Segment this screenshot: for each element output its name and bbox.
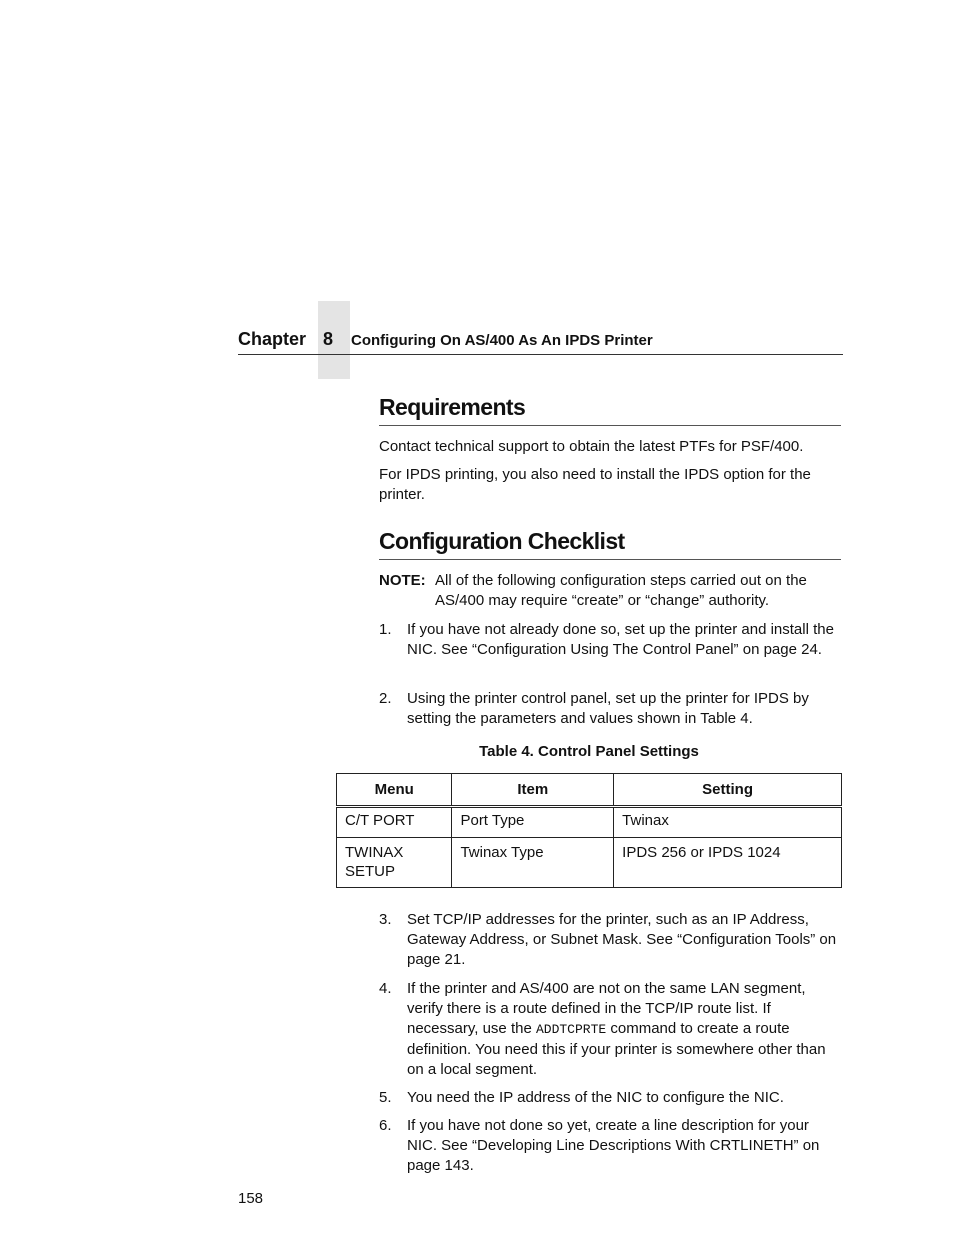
step-text: Using the printer control panel, set up the printer for IPDS by setting the parameters and values shown in Table 4.	[407, 690, 809, 727]
header-rule	[238, 354, 843, 355]
step-number: 3.	[379, 911, 392, 928]
note-text: All of the following configuration steps carried out on the AS/400 may require “create” or “change” authority.	[435, 572, 807, 609]
table-cell: Twinax	[614, 807, 842, 838]
table-cell: IPDS 256 or IPDS 1024	[614, 838, 842, 888]
table-header-row	[337, 774, 842, 807]
table-row	[337, 807, 842, 838]
step-number: 6.	[379, 1117, 392, 1134]
step-text: You need the IP address of the NIC to configure the NIC.	[407, 1089, 784, 1106]
chapter-label: Chapter	[238, 329, 307, 349]
column-header-item: Item	[452, 774, 614, 807]
checklist-heading: Configuration Checklist	[379, 528, 841, 560]
step-number: 4.	[379, 980, 392, 997]
step-text	[407, 979, 841, 1080]
table-row	[337, 838, 842, 888]
table-cell: C/T PORT	[337, 807, 452, 838]
requirements-paragraph: For IPDS printing, you also need to install the IPDS option for the printer.	[379, 466, 811, 503]
step-number: 2.	[379, 690, 392, 707]
step-text: Set TCP/IP addresses for the printer, such as an IP Address, Gateway Address, or Subnet Mask. See “Configuration Tools” on page 21.	[407, 911, 837, 968]
column-header-menu: Menu	[337, 774, 452, 807]
table-caption: Table 4. Control Panel Settings	[479, 743, 699, 760]
table-cell: Twinax Type	[452, 838, 614, 888]
chapter-number: 8	[322, 329, 333, 349]
table-cell: Port Type	[452, 807, 614, 838]
note-label: NOTE:	[379, 572, 426, 589]
step-text-before: If the printer and AS/400 are not on the same LAN segment, verify there is a route defined in the TCP/IP route list. If necessary, use the	[407, 980, 806, 1037]
step-text: If you have not already done so, set up the printer and install the NIC. See “Configuration Using The Control Panel” on page 24.	[407, 621, 834, 658]
step-text: If you have not done so yet, create a line description for your NIC. See “Developing Line Descriptions With CRTLINETH” on page 143.	[407, 1117, 820, 1174]
table-cell: TWINAX SETUP	[337, 838, 452, 888]
column-header-setting: Setting	[614, 774, 842, 807]
step-text-after: command to create a route definition. You need this if your printer is somewhere other than on a local segment.	[407, 1020, 826, 1078]
command-code: ADDTCPRTE	[535, 1022, 607, 1037]
requirements-heading: Requirements	[379, 394, 841, 426]
control-panel-settings-table	[336, 773, 842, 888]
step-number: 1.	[379, 621, 392, 638]
page-number: 158	[238, 1190, 264, 1207]
chapter-title: Configuring On AS/400 As An IPDS Printer	[351, 332, 653, 349]
requirements-paragraph: Contact technical support to obtain the latest PTFs for PSF/400.	[379, 438, 804, 455]
step-number: 5.	[379, 1089, 392, 1106]
